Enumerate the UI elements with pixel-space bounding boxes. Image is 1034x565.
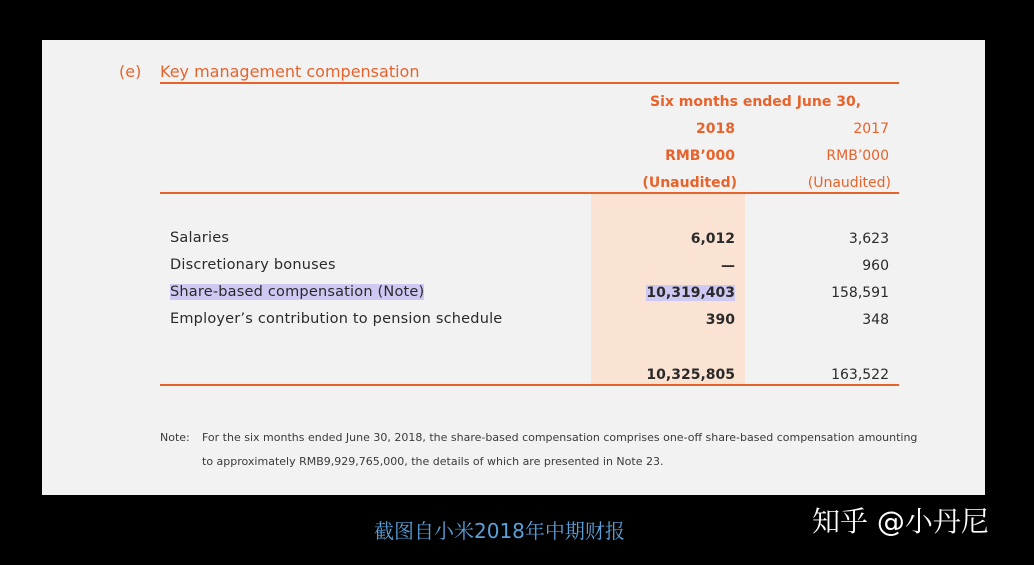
section-label: (e) [119, 62, 142, 81]
row-label-salaries: Salaries [170, 230, 230, 246]
header-rule [160, 192, 899, 194]
document-page [42, 40, 985, 495]
row-2017-share-based: 158,591 [831, 285, 889, 301]
total-2018: 10,325,805 [646, 367, 735, 383]
status-2017: (Unaudited) [807, 175, 891, 191]
row-2017-pension: 348 [862, 312, 889, 328]
status-2018: (Unaudited) [642, 175, 737, 191]
note-line-2: to approximately RMB9,929,765,000, the details of which are presented in Note 23. [202, 455, 664, 468]
year-2017: 2017 [853, 121, 889, 137]
row-2017-salaries: 3,623 [848, 231, 889, 247]
period-header: Six months ended June 30, [650, 94, 862, 110]
currency-2018: RMB’000 [665, 148, 735, 164]
row-2018-bonuses: — [721, 258, 735, 274]
section-title: Key management compensation [160, 62, 420, 81]
row-2018-pension: 390 [705, 312, 735, 328]
row-2018-salaries: 6,012 [690, 231, 735, 247]
note-line-1: For the six months ended June 30, 2018, the share-based compensation comprises one-off share-based compensation amounting [202, 431, 918, 444]
watermark: 知乎 @小丹尼 [812, 505, 989, 538]
total-2017: 163,522 [831, 367, 889, 383]
highlighted-text: Share-based compensation (Note) [170, 284, 425, 300]
title-rule [160, 82, 899, 84]
row-label-bonuses: Discretionary bonuses [170, 257, 336, 273]
currency-2017: RMB’000 [826, 148, 889, 164]
row-label-share-based [170, 284, 424, 300]
total-rule [160, 384, 899, 386]
row-2018-share-based [615, 285, 735, 301]
row-2017-bonuses: 960 [862, 258, 889, 274]
highlighted-value: 10,319,403 [646, 285, 735, 301]
caption: 截图自小米2018年中期财报 [374, 519, 625, 543]
year-2018: 2018 [696, 121, 735, 137]
row-label-pension: Employer’s contribution to pension schedule [170, 311, 503, 327]
note-prefix: Note: [160, 431, 190, 444]
